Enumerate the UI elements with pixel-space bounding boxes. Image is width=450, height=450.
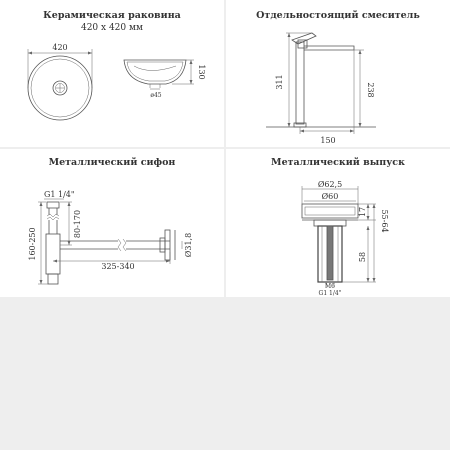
- basin-width-label: 420: [52, 43, 68, 52]
- siphon-title: Металлический сифон: [48, 157, 176, 168]
- mixer-title: Отдельностоящий смеситель: [256, 10, 420, 21]
- basin-drawing: [0, 0, 224, 147]
- drain-title: Металлический выпуск: [271, 157, 405, 168]
- drain-outer-diameter-label: Ø62,5: [317, 180, 343, 189]
- basin-drain-label: ø45: [150, 92, 162, 99]
- drain-drawing: [226, 149, 450, 297]
- siphon-height-range-label: 160-250: [28, 227, 37, 261]
- panel-siphon: [0, 149, 224, 297]
- siphon-drawing: [0, 149, 224, 297]
- drain-thread-label: G1 1/4": [318, 290, 342, 297]
- siphon-thread-label: G1 1/4": [44, 190, 75, 199]
- drain-bolt-label: M6: [325, 283, 335, 290]
- mixer-reach-label: 150: [320, 136, 336, 145]
- drain-cap-height-label: 17: [358, 206, 367, 218]
- panel-basin: [0, 0, 224, 147]
- mixer-drawing: [226, 0, 450, 147]
- basin-subtitle: 420 х 420 мм: [80, 23, 143, 33]
- siphon-inlet-range-label: 80-170: [73, 209, 82, 239]
- basin-height-label: 130: [197, 64, 206, 80]
- siphon-length-range-label: 325-340: [101, 262, 135, 271]
- drain-body-length-label: 58: [358, 251, 367, 263]
- mixer-spout-height-label: 238: [366, 82, 375, 98]
- panel-mixer: [226, 0, 450, 147]
- siphon-outlet-diameter-label: Ø31,8: [184, 232, 193, 258]
- drain-flange-range-label: 55-64: [380, 209, 389, 233]
- mixer-total-height-label: 311: [275, 74, 284, 90]
- drain-inner-diameter-label: Ø60: [321, 192, 339, 201]
- panel-drain: [226, 149, 450, 297]
- basin-title: Керамическая раковина: [43, 10, 181, 21]
